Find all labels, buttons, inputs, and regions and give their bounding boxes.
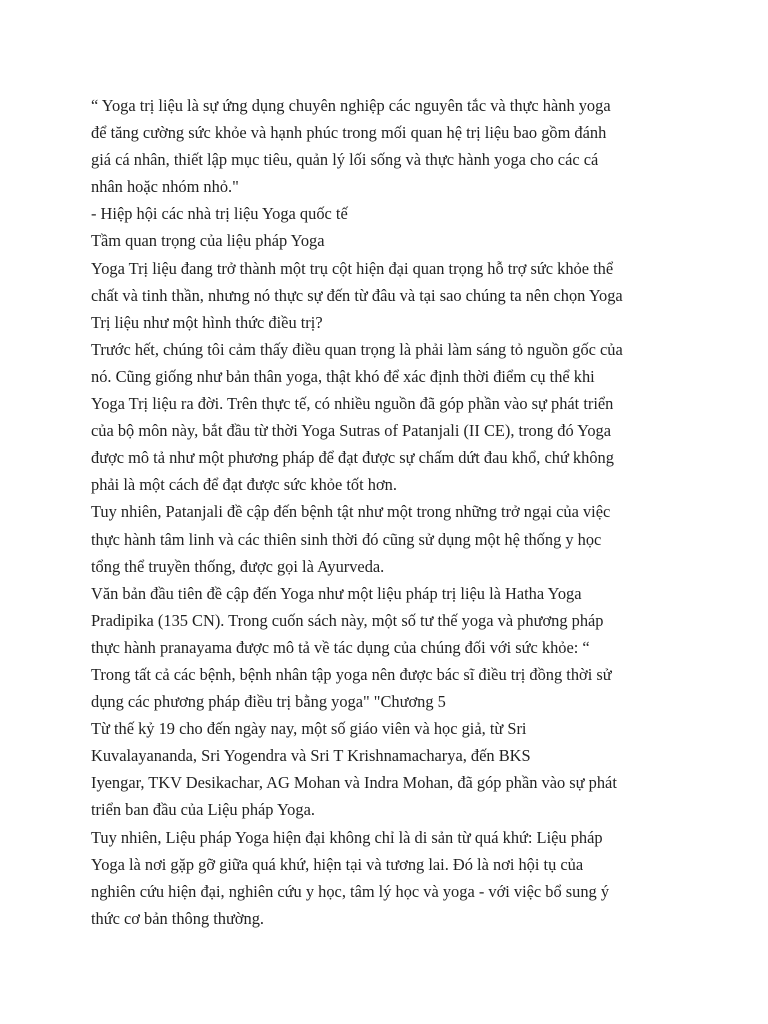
text-line: tổng thể truyền thống, được gọi là Ayurveda. <box>91 556 385 576</box>
text-line: Văn bản đầu tiên đề cập đến Yoga như một liệu pháp trị liệu là Hatha Yoga <box>91 583 582 603</box>
text-line: nghiên cứu hiện đại, nghiên cứu y học, tâm lý học và yoga - với việc bổ sung ý <box>91 881 610 901</box>
text-line: để tăng cường sức khỏe và hạnh phúc trong mối quan hệ trị liệu bao gồm đánh <box>91 123 607 143</box>
text-line: nó. Cũng giống như bản thân yoga, thật khó để xác định thời điểm cụ thể khi <box>91 366 595 386</box>
text-line: Yoga Trị liệu ra đời. Trên thực tế, có nhiều nguồn đã góp phần vào sự phát triển <box>91 394 614 414</box>
text-line: Iyengar, TKV Desikachar, AG Mohan và Indra Mohan, đã góp phần vào sự phát <box>91 773 617 793</box>
text-line: chất và tinh thần, nhưng nó thực sự đến từ đâu và tại sao chúng ta nên chọn Yoga <box>91 285 623 305</box>
text-line: Yoga Trị liệu đang trở thành một trụ cột hiện đại quan trọng hỗ trợ sức khỏe thể <box>91 258 614 278</box>
text-line: “ Yoga trị liệu là sự ứng dụng chuyên nghiệp các nguyên tắc và thực hành yoga <box>91 96 611 115</box>
text-line: của bộ môn này, bắt đầu từ thời Yoga Sutras of Patanjali (II CE), trong đó Yoga <box>91 421 611 441</box>
section-heading: Tầm quan trọng của liệu pháp Yoga <box>91 231 325 251</box>
text-line: Từ thế kỷ 19 cho đến ngày nay, một số giáo viên và học giả, từ Sri <box>91 719 527 739</box>
text-line: - Hiệp hội các nhà trị liệu Yoga quốc tế <box>91 204 348 224</box>
text-line: nhân hoặc nhóm nhỏ." <box>91 177 239 197</box>
text-line: giá cá nhân, thiết lập mục tiêu, quản lý lối sống và thực hành yoga cho các cá <box>91 150 599 170</box>
text-line: Trước hết, chúng tôi cảm thấy điều quan trọng là phải làm sáng tỏ nguồn gốc của <box>91 339 623 359</box>
document-page <box>91 92 691 932</box>
text-line: triển ban đầu của Liệu pháp Yoga. <box>91 800 315 820</box>
text-line: thực hành pranayama được mô tả về tác dụng của chúng đối với sức khỏe: “ <box>91 637 590 657</box>
text-line: Trong tất cả các bệnh, bệnh nhân tập yoga nên được bác sĩ điều trị đồng thời sử <box>91 664 612 684</box>
text-line: Pradipika (135 CN). Trong cuốn sách này, một số tư thế yoga và phương pháp <box>91 610 604 630</box>
text-line: Trị liệu như một hình thức điều trị? <box>91 312 323 332</box>
text-line: phải là một cách để đạt được sức khỏe tốt hơn. <box>91 475 397 495</box>
text-line: thức cơ bản thông thường. <box>91 908 265 928</box>
text-line: Yoga là nơi gặp gỡ giữa quá khứ, hiện tại và tương lai. Đó là nơi hội tụ của <box>91 854 584 874</box>
text-line: dụng các phương pháp điều trị bằng yoga" "Chương 5 <box>91 692 446 712</box>
text-line: Tuy nhiên, Patanjali đề cập đến bệnh tật như một trong những trở ngại của việc <box>91 502 611 522</box>
text-line: thực hành tâm linh và các thiên sinh thời đó cũng sử dụng một hệ thống y học <box>91 529 602 549</box>
text-line: Tuy nhiên, Liệu pháp Yoga hiện đại không chỉ là di sản từ quá khứ: Liệu pháp <box>91 827 603 847</box>
text-line: được mô tả như một phương pháp để đạt được sự chấm dứt đau khổ, chứ không <box>91 448 614 468</box>
text-line: Kuvalayananda, Sri Yogendra và Sri T Krishnamacharya, đến BKS <box>91 746 531 766</box>
